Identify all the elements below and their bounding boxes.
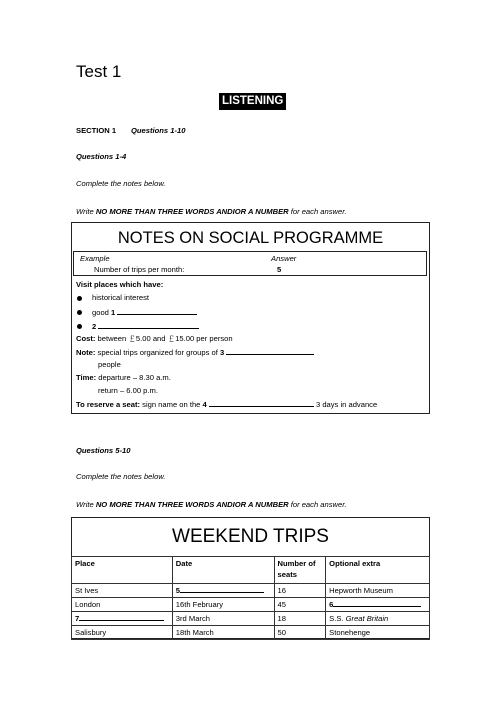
- reserve-end: 3 days in advance: [313, 400, 378, 409]
- write-suffix: for each answer.: [288, 207, 347, 216]
- trips-table: [71, 556, 430, 640]
- cell-place: Salisbury: [72, 626, 173, 640]
- cell-date: 18th March: [172, 626, 274, 640]
- answer-blank-1[interactable]: [117, 307, 197, 315]
- header-date: Date: [172, 557, 274, 584]
- question-2-number: 2: [92, 322, 97, 331]
- part1-heading: Questions 1-4: [76, 152, 127, 161]
- good-text: good: [92, 308, 112, 317]
- notes-title: NOTES ON SOCIAL PROGRAMME: [117, 229, 384, 247]
- time-label: Time:: [76, 373, 97, 382]
- bullet-good: [92, 307, 197, 318]
- example-label: Example: [80, 254, 110, 263]
- cell-place: London: [72, 598, 173, 612]
- section-questions: Questions 1-10: [131, 126, 186, 135]
- cell-place: St Ives: [72, 584, 173, 598]
- note-continuation: people: [98, 360, 121, 369]
- answer-label: Answer: [271, 254, 297, 263]
- part2-heading: Questions 5-10: [76, 446, 131, 455]
- section-label-listening: LISTENING: [219, 93, 286, 110]
- cell-seats: 18: [274, 612, 326, 626]
- cell-seats: 45: [274, 598, 326, 612]
- cost-text: between ￡5.00 and ￡15.00 per person: [95, 334, 233, 343]
- time-line: [76, 373, 171, 383]
- test-title: Test 1: [76, 62, 122, 81]
- answer-blank-3[interactable]: [226, 347, 314, 355]
- reserve-text: sign name on the: [140, 400, 203, 409]
- reserve-line: [76, 399, 377, 410]
- bullet-q2: [92, 321, 199, 332]
- header-place: Place: [72, 557, 173, 584]
- question-7-number: 7: [75, 614, 80, 623]
- cell-date: 3rd March: [172, 612, 274, 626]
- table-row: [72, 626, 430, 640]
- reserve-label: To reserve a seat:: [76, 400, 141, 409]
- answer-blank-4[interactable]: [209, 399, 314, 407]
- write-emphasis: NO MORE THAN THREE WORDS ANDIOR A NUMBER: [95, 500, 289, 509]
- cell-extra: Stonehenge: [326, 626, 430, 640]
- answer-blank-5[interactable]: [180, 585, 264, 593]
- time-return: return – 6.00 p.m.: [98, 386, 158, 395]
- answer-blank-6[interactable]: [333, 599, 421, 607]
- part1-write-instruction: [76, 207, 347, 217]
- cell-place: [72, 612, 173, 626]
- cell-extra: [326, 598, 430, 612]
- answer-blank-7[interactable]: [79, 613, 164, 621]
- cell-date: 16th February: [172, 598, 274, 612]
- section-name: SECTION 1: [76, 126, 117, 135]
- bullet-historical: historical interest: [92, 293, 149, 302]
- time-departure: departure – 8.30 a.m.: [96, 373, 171, 382]
- table-row: [72, 612, 430, 626]
- part2-write-instruction: [76, 500, 347, 510]
- example-question: Number of trips per month:: [94, 265, 185, 274]
- write-prefix: Write: [76, 207, 96, 216]
- header-optional-extra: Optional extra: [326, 557, 430, 584]
- part1-instruction: Complete the notes below.: [76, 179, 166, 188]
- answer-blank-2[interactable]: [98, 321, 199, 329]
- bullet-dot: [77, 296, 82, 301]
- visit-label: Visit places which have:: [76, 280, 164, 289]
- part2-instruction: Complete the notes below.: [76, 472, 166, 481]
- question-4-number: 4: [202, 400, 207, 409]
- trips-title: WEEKEND TRIPS: [172, 526, 329, 547]
- example-box: [73, 251, 427, 276]
- extra-italic: Great Britain: [345, 614, 389, 623]
- note-label: Note:: [76, 348, 96, 357]
- header-seats: Number of seats: [274, 557, 326, 584]
- cost-line: [76, 334, 233, 344]
- cost-label: Cost:: [76, 334, 96, 343]
- write-emphasis: NO MORE THAN THREE WORDS ANDIOR A NUMBER: [95, 207, 289, 216]
- weekend-trips-box: [71, 517, 430, 639]
- cell-seats: 16: [274, 584, 326, 598]
- cell-date: [172, 584, 274, 598]
- notes-box: [71, 222, 430, 414]
- question-3-number: 3: [219, 348, 225, 357]
- cell-seats: 50: [274, 626, 326, 640]
- cell-extra: Hepworth Museum: [326, 584, 430, 598]
- table-row: [72, 584, 430, 598]
- question-5-number: 5: [175, 586, 181, 595]
- write-suffix: for each answer.: [288, 500, 347, 509]
- note-text: special trips organized for groups of: [95, 348, 220, 357]
- table-header-row: [72, 557, 430, 584]
- question-1-number: 1: [111, 308, 116, 317]
- extra-prefix: S.S.: [329, 614, 346, 623]
- note-line: [76, 347, 314, 358]
- bullet-dot: [77, 324, 82, 329]
- cell-extra: [326, 612, 430, 626]
- table-row: [72, 598, 430, 612]
- example-answer: 5: [277, 265, 282, 274]
- question-6-number: 6: [329, 600, 334, 609]
- bullet-dot: [77, 310, 82, 315]
- write-prefix: Write: [76, 500, 96, 509]
